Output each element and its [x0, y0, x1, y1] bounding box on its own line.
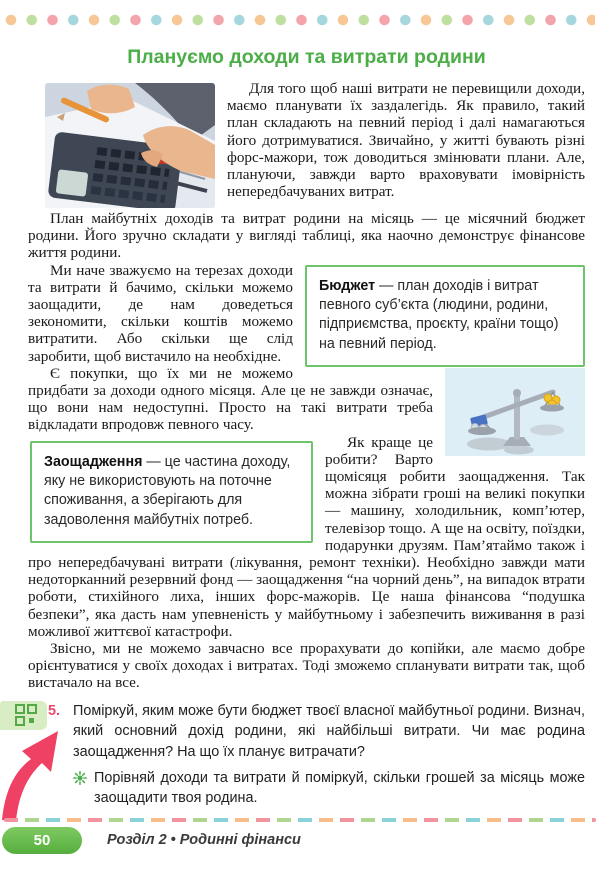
paragraph-weighing: Ми наче зважуємо на терезах доходи та витрати й бачимо, скільки можемо заощадити, де нам доведеться зекономити, скільки коштів можемо витратити. Або скільки ще слід заробити, щоб вистачило на необхідне.: [28, 261, 293, 365]
task-subitem: [48, 768, 585, 809]
definition-text-savings: — це частина доходу, яку не використовують на поточне споживання, а зберігають для задоволення майбутніх потреб.: [44, 453, 291, 528]
balance-scale-illustration: [445, 368, 585, 456]
definition-box-savings: [30, 441, 313, 543]
page-content: [28, 46, 585, 809]
paragraph-big-purchases: Є покупки, що їх ми не можемо придбати за доходи одного місяця. Але це не завжди означає, що вони нам недоступні. Просто на такі витрати треба відкладати впродовж певного часу.: [28, 364, 433, 434]
section-budget: [28, 262, 585, 434]
hands-calculator-photo: [45, 83, 215, 208]
task-item-5: [48, 701, 585, 762]
subtask-text: Порівняй доходи та витрати й поміркуй, скільки грошей за місяць може заощадити твоя родина.: [94, 769, 585, 807]
paragraph-planning: Звісно, ми не можемо завчасно все прорахувати до копійки, але маємо добре орієнтуватися у своїх доходах і витратах. Тоді зможемо спланувати витрати так, щоб вистачало на все.: [28, 640, 585, 692]
definition-box-budget: [305, 265, 585, 367]
definition-term-budget: Бюджет: [319, 277, 376, 294]
task-number: 5.: [48, 702, 61, 719]
paragraph-budget-table: План майбутніх доходів та витрат родини на місяць — це місячний бюджет родини. Його зручно складати у вигляді таблиці, яка наочно демонструє фінансове життя родини.: [28, 210, 585, 262]
decorative-dash-border: [4, 818, 596, 822]
curved-arrow-icon: [0, 724, 62, 822]
task-text: Поміркуй, яким може бути бюджет твоєї власної майбутньої родини. Визнач, який основний дохід родини, які найбільші витрати. Чи має родина заощадження? На що їх планує витрачати?: [73, 702, 585, 760]
decorative-dots-border: [5, 14, 595, 26]
page-title: Плануємо доходи та витрати родини: [127, 46, 486, 68]
calculator-photo-illustration: [45, 83, 215, 208]
paragraph-intro: Для того щоб наші витрати не перевищили доходи, маємо планувати їх заздалегідь. Як правило, такий план складають на певний період і далі намагаються його дотримуватися. Звичайно, у житті бувають різні форс-мажори, тож доводиться змінювати плани. Але, плануючи, завжди варто враховувати імовірність непередбачуваних витрат.: [227, 80, 585, 201]
tasks-block: [28, 701, 585, 809]
section-savings: [28, 434, 585, 692]
page-number-badge: 50: [2, 827, 82, 854]
chapter-label: Розділ 2 • Родинні фінанси: [107, 832, 301, 848]
definition-term-savings: Заощадження: [44, 453, 143, 470]
scales-icon: [445, 368, 585, 456]
paragraph-how-to-save: Як краще це робити? Варто щомісяця робити заощадження. Так можна зібрати гроші на великі покупки — машину, холодильник, комп’ютер, телевізор тощо. А ще на освіту, поїздки, подарунки друзям. Пам’ятаймо також і про непередбачувані витрати (лікування, ремонт техніки). Необхідно завжди мати недоторканний резервний фонд — заощадження “на чорний день”, на випадок втрати роботи, стихійного лиха, інших форс-мажорів. Це наша фінансова “подушка безпеки”, яка дасть нам упевненість у майбутньому і забезпечить виживання в разі можливої життєвої катастрофи.: [28, 433, 585, 640]
sun-bullet-icon: [73, 768, 94, 809]
definition-text-budget: — план доходів і витрат певного суб’єкта (людини, родини, підприємства, проєкту, країни тощо) на певний період.: [319, 277, 559, 352]
